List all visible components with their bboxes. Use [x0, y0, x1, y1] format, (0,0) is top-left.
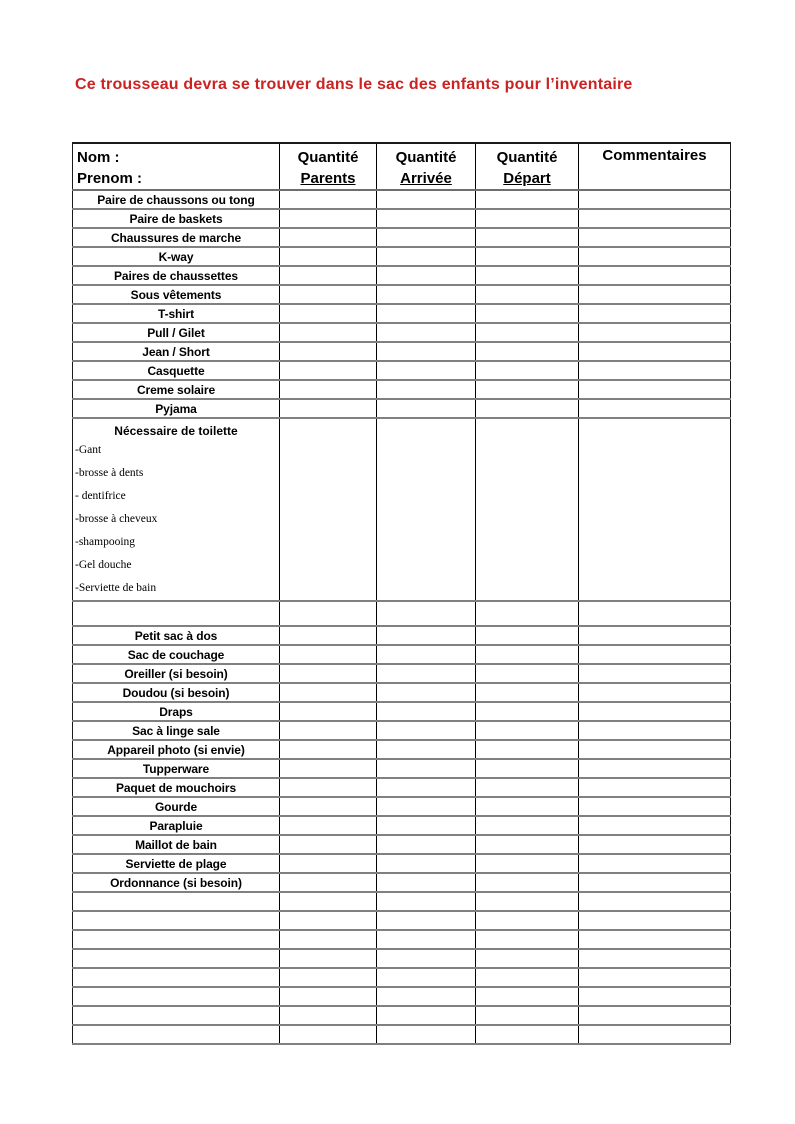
toiletries-sub-item: -brosse à cheveux	[75, 513, 158, 525]
comments-cell	[579, 873, 731, 892]
qty-depart-cell	[476, 683, 579, 702]
comments-header-cell: Commentaires	[579, 143, 731, 190]
comments-cell	[579, 601, 731, 626]
qty-depart-cell	[476, 778, 579, 797]
qty-depart-cell	[476, 418, 579, 601]
comments-cell	[579, 721, 731, 740]
qty-arrivee-cell	[377, 380, 476, 399]
qty-arrivee-sublabel: Arrivée	[400, 170, 452, 187]
qty-depart-cell	[476, 361, 579, 380]
item-label-cell: Paires de chaussettes	[73, 266, 280, 285]
qty-arrivee-cell	[377, 683, 476, 702]
comments-cell	[579, 683, 731, 702]
item-label-cell: Jean / Short	[73, 342, 280, 361]
item-label-cell	[73, 1025, 280, 1044]
comments-cell	[579, 797, 731, 816]
table-row	[73, 759, 731, 778]
item-label-cell: Sac à linge sale	[73, 721, 280, 740]
qty-depart-cell	[476, 873, 579, 892]
qty-parents-cell	[280, 228, 377, 247]
qty-arrivee-cell	[377, 987, 476, 1006]
toiletries-sub-item: - dentifrice	[75, 490, 126, 502]
item-label-cell	[73, 987, 280, 1006]
qty-arrivee-cell	[377, 399, 476, 418]
comments-cell	[579, 740, 731, 759]
qty-depart-cell	[476, 854, 579, 873]
item-label-cell: Paire de chaussons ou tong	[73, 190, 280, 209]
toiletries-sub-item: -Serviette de bain	[75, 582, 157, 594]
comments-cell	[579, 892, 731, 911]
table-row	[73, 721, 731, 740]
qty-parents-cell	[280, 911, 377, 930]
qty-parents-cell	[280, 266, 377, 285]
qty-arrivee-cell	[377, 702, 476, 721]
qty-depart-cell	[476, 304, 579, 323]
qty-arrivee-label: Quantité	[395, 149, 457, 166]
qty-arrivee-cell	[377, 778, 476, 797]
qty-parents-cell	[280, 399, 377, 418]
item-label-cell	[73, 968, 280, 987]
table-row	[73, 702, 731, 721]
item-label-cell: Paire de baskets	[73, 209, 280, 228]
qty-parents-cell	[280, 418, 377, 601]
qty-depart-cell	[476, 323, 579, 342]
comments-cell	[579, 418, 731, 601]
qty-parents-cell	[280, 664, 377, 683]
qty-depart-cell	[476, 190, 579, 209]
item-label-cell	[73, 892, 280, 911]
comments-cell	[579, 190, 731, 209]
qty-arrivee-cell	[377, 797, 476, 816]
qty-depart-cell	[476, 626, 579, 645]
qty-parents-cell	[280, 626, 377, 645]
qty-arrivee-cell	[377, 854, 476, 873]
item-label-cell: Serviette de plage	[73, 854, 280, 873]
qty-parents-cell	[280, 702, 377, 721]
qty-depart-sublabel: Départ	[503, 170, 551, 187]
table-row	[73, 285, 731, 304]
qty-depart-cell	[476, 721, 579, 740]
qty-parents-cell	[280, 342, 377, 361]
table-row	[73, 380, 731, 399]
qty-depart-cell	[476, 702, 579, 721]
qty-depart-cell	[476, 816, 579, 835]
toiletries-title: Nécessaire de toilette	[114, 424, 238, 438]
qty-depart-cell	[476, 892, 579, 911]
qty-arrivee-cell	[377, 626, 476, 645]
table-row	[73, 266, 731, 285]
qty-parents-cell	[280, 854, 377, 873]
qty-parents-cell	[280, 361, 377, 380]
qty-depart-cell	[476, 228, 579, 247]
comments-cell	[579, 778, 731, 797]
toiletries-sub-item: -Gant	[75, 444, 102, 456]
qty-arrivee-cell	[377, 911, 476, 930]
qty-arrivee-cell	[377, 601, 476, 626]
toiletries-sub-item: -shampooing	[75, 536, 136, 548]
table-row	[73, 797, 731, 816]
qty-arrivee-cell	[377, 1006, 476, 1025]
table-row	[73, 626, 731, 645]
table-row	[73, 854, 731, 873]
table-row	[73, 323, 731, 342]
comments-cell	[579, 987, 731, 1006]
comments-cell	[579, 835, 731, 854]
table-row	[73, 816, 731, 835]
item-label-cell: Casquette	[73, 361, 280, 380]
table-row	[73, 399, 731, 418]
empty-row	[73, 968, 731, 987]
item-label-cell: Creme solaire	[73, 380, 280, 399]
qty-arrivee-cell	[377, 285, 476, 304]
qty-parents-cell	[280, 683, 377, 702]
qty-arrivee-cell	[377, 323, 476, 342]
comments-cell	[579, 702, 731, 721]
name-header-cell	[73, 143, 280, 190]
qty-parents-cell	[280, 247, 377, 266]
qty-depart-cell	[476, 740, 579, 759]
empty-row	[73, 987, 731, 1006]
qty-depart-cell	[476, 247, 579, 266]
item-label-cell: Tupperware	[73, 759, 280, 778]
qty-parents-cell	[280, 380, 377, 399]
qty-depart-cell	[476, 797, 579, 816]
item-label-cell: K-way	[73, 247, 280, 266]
qty-depart-cell	[476, 987, 579, 1006]
qty-depart-cell	[476, 645, 579, 664]
qty-parents-cell	[280, 949, 377, 968]
comments-cell	[579, 399, 731, 418]
item-label-cell	[73, 1006, 280, 1025]
table-row	[73, 342, 731, 361]
nom-label: Nom :	[77, 149, 120, 166]
qty-depart-cell	[476, 399, 579, 418]
item-label-cell: Parapluie	[73, 816, 280, 835]
table-row	[73, 740, 731, 759]
qty-depart-cell	[476, 380, 579, 399]
qty-arrivee-cell	[377, 835, 476, 854]
item-label-cell: Sous vêtements	[73, 285, 280, 304]
qty-parents-cell	[280, 1006, 377, 1025]
qty-arrivee-cell	[377, 816, 476, 835]
comments-cell	[579, 266, 731, 285]
qty-depart-cell	[476, 209, 579, 228]
item-label-cell: Draps	[73, 702, 280, 721]
qty-depart-header-cell	[476, 143, 579, 190]
page-title: Ce trousseau devra se trouver dans le sac des enfants pour l’inventaire	[75, 76, 633, 93]
qty-arrivee-cell	[377, 342, 476, 361]
separator-row	[73, 601, 731, 626]
qty-parents-cell	[280, 797, 377, 816]
comments-cell	[579, 816, 731, 835]
table-row	[73, 361, 731, 380]
comments-cell	[579, 1006, 731, 1025]
empty-row	[73, 930, 731, 949]
qty-parents-cell	[280, 930, 377, 949]
toiletries-cell	[73, 418, 280, 601]
comments-cell	[579, 930, 731, 949]
qty-parents-cell	[280, 740, 377, 759]
table-row	[73, 664, 731, 683]
item-label-cell	[73, 930, 280, 949]
comments-cell	[579, 949, 731, 968]
empty-row	[73, 1025, 731, 1044]
table-row	[73, 209, 731, 228]
header-row	[73, 143, 731, 190]
qty-depart-cell	[476, 759, 579, 778]
qty-parents-cell	[280, 778, 377, 797]
item-label-cell: Ordonnance (si besoin)	[73, 873, 280, 892]
qty-parents-cell	[280, 873, 377, 892]
qty-arrivee-cell	[377, 304, 476, 323]
qty-arrivee-cell	[377, 1025, 476, 1044]
qty-parents-cell	[280, 209, 377, 228]
qty-parents-header-cell	[280, 143, 377, 190]
qty-arrivee-cell	[377, 664, 476, 683]
qty-depart-cell	[476, 601, 579, 626]
qty-parents-cell	[280, 601, 377, 626]
qty-depart-cell	[476, 968, 579, 987]
empty-row	[73, 949, 731, 968]
comments-cell	[579, 759, 731, 778]
comments-cell	[579, 626, 731, 645]
qty-parents-cell	[280, 721, 377, 740]
item-label-cell	[73, 949, 280, 968]
qty-parents-cell	[280, 1025, 377, 1044]
item-label-cell: Maillot de bain	[73, 835, 280, 854]
qty-parents-cell	[280, 816, 377, 835]
qty-depart-cell	[476, 285, 579, 304]
item-label-cell: Pyjama	[73, 399, 280, 418]
qty-arrivee-cell	[377, 228, 476, 247]
qty-arrivee-cell	[377, 721, 476, 740]
item-label-cell: Pull / Gilet	[73, 323, 280, 342]
qty-depart-cell	[476, 949, 579, 968]
qty-arrivee-cell	[377, 361, 476, 380]
qty-parents-sublabel: Parents	[300, 170, 356, 187]
qty-parents-cell	[280, 285, 377, 304]
comments-cell	[579, 854, 731, 873]
item-label-cell: Gourde	[73, 797, 280, 816]
comments-cell	[579, 968, 731, 987]
qty-arrivee-cell	[377, 266, 476, 285]
empty-row	[73, 1006, 731, 1025]
qty-depart-cell	[476, 266, 579, 285]
comments-cell	[579, 380, 731, 399]
qty-arrivee-header-cell	[377, 143, 476, 190]
qty-parents-cell	[280, 759, 377, 778]
qty-parents-cell	[280, 190, 377, 209]
qty-arrivee-cell	[377, 759, 476, 778]
table-row	[73, 683, 731, 702]
trousseau-table	[72, 142, 731, 1045]
qty-arrivee-cell	[377, 949, 476, 968]
qty-parents-cell	[280, 323, 377, 342]
qty-parents-cell	[280, 987, 377, 1006]
qty-depart-cell	[476, 930, 579, 949]
qty-arrivee-cell	[377, 740, 476, 759]
qty-arrivee-cell	[377, 418, 476, 601]
toiletries-row	[73, 418, 731, 601]
qty-depart-label: Quantité	[496, 149, 558, 166]
table-row	[73, 778, 731, 797]
qty-arrivee-cell	[377, 645, 476, 664]
comments-cell	[579, 645, 731, 664]
comments-cell	[579, 361, 731, 380]
qty-parents-cell	[280, 968, 377, 987]
empty-row	[73, 911, 731, 930]
qty-arrivee-cell	[377, 247, 476, 266]
table-row	[73, 228, 731, 247]
comments-cell	[579, 304, 731, 323]
toiletries-sub-item: -Gel douche	[75, 559, 132, 571]
item-label-cell: Paquet de mouchoirs	[73, 778, 280, 797]
qty-arrivee-cell	[377, 892, 476, 911]
qty-parents-cell	[280, 645, 377, 664]
comments-cell	[579, 911, 731, 930]
table-row	[73, 645, 731, 664]
table-row	[73, 247, 731, 266]
item-label-cell: T-shirt	[73, 304, 280, 323]
qty-parents-cell	[280, 835, 377, 854]
table-row	[73, 190, 731, 209]
comments-cell	[579, 247, 731, 266]
qty-arrivee-cell	[377, 968, 476, 987]
qty-parents-cell	[280, 892, 377, 911]
qty-arrivee-cell	[377, 209, 476, 228]
qty-arrivee-cell	[377, 190, 476, 209]
qty-depart-cell	[476, 1025, 579, 1044]
item-label-cell	[73, 911, 280, 930]
qty-depart-cell	[476, 664, 579, 683]
qty-arrivee-cell	[377, 930, 476, 949]
comments-cell	[579, 209, 731, 228]
item-label-cell	[73, 601, 280, 626]
qty-arrivee-cell	[377, 873, 476, 892]
qty-depart-cell	[476, 911, 579, 930]
qty-depart-cell	[476, 835, 579, 854]
toiletries-sub-item: -brosse à dents	[75, 467, 144, 479]
comments-cell	[579, 664, 731, 683]
comments-cell	[579, 342, 731, 361]
item-label-cell: Sac de couchage	[73, 645, 280, 664]
table-row	[73, 304, 731, 323]
prenom-label: Prenom :	[77, 170, 143, 187]
qty-parents-label: Quantité	[297, 149, 359, 166]
comments-cell	[579, 323, 731, 342]
comments-cell	[579, 228, 731, 247]
item-label-cell: Appareil photo (si envie)	[73, 740, 280, 759]
item-label-cell: Petit sac à dos	[73, 626, 280, 645]
item-label-cell: Chaussures de marche	[73, 228, 280, 247]
qty-depart-cell	[476, 1006, 579, 1025]
item-label-cell: Oreiller (si besoin)	[73, 664, 280, 683]
table-row	[73, 873, 731, 892]
qty-depart-cell	[476, 342, 579, 361]
table-row	[73, 835, 731, 854]
comments-cell	[579, 285, 731, 304]
item-label-cell: Doudou (si besoin)	[73, 683, 280, 702]
empty-row	[73, 892, 731, 911]
comments-cell	[579, 1025, 731, 1044]
qty-parents-cell	[280, 304, 377, 323]
